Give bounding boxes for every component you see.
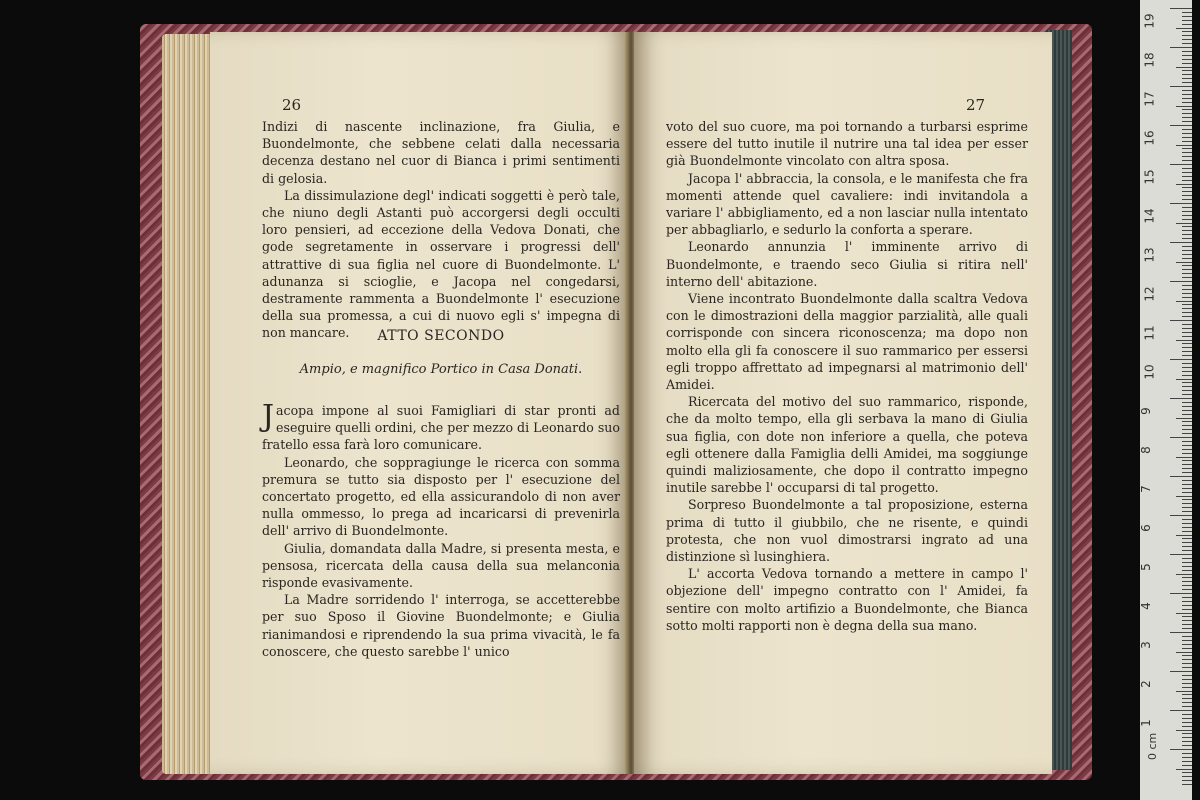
ruler-tick [1182,406,1192,407]
ruler-tick [1170,671,1192,672]
ruler-tick [1182,176,1192,177]
ruler-tick [1182,371,1192,372]
ruler-number: 13 [1142,247,1157,263]
ruler-tick [1170,554,1192,555]
ruler-tick [1182,375,1192,376]
ruler-tick [1182,258,1192,259]
scene-paragraph-2: Leonardo, che soppragiunge le ricerca con somma premura se tutto sia disposto per l' esecuzione del concertato progetto, ed ella assicurandolo di non aver nulla ommesso, lo prega ad incaricarsi di prevenirla dell' arrivo di Buondelmonte. [262,454,620,539]
ruler-number: 16 [1142,130,1157,146]
ruler-tick [1182,538,1192,539]
ruler-tick [1182,663,1192,664]
ruler-number: 11 [1142,325,1157,341]
ruler-tick [1170,398,1192,399]
act-heading: ATTO SECONDO [377,328,505,344]
ruler-tick [1182,597,1192,598]
ruler-tick [1182,706,1192,707]
ruler-tick [1182,585,1192,586]
ruler-tick [1182,433,1192,434]
ruler-tick [1182,714,1192,715]
ruler-tick [1182,581,1192,582]
ruler-tick [1182,156,1192,157]
ruler-tick [1182,304,1192,305]
ruler-tick [1182,168,1192,169]
ruler-tick [1182,601,1192,602]
ruler-tick [1182,550,1192,551]
ruler-number: 2 [1138,680,1153,688]
ruler-tick [1182,293,1192,294]
ruler-tick [1182,297,1192,298]
ruler-tick [1182,113,1192,114]
right-paragraph-2: Jacopa l' abbraccia, la consola, e le manifesta che fra momenti attende quel cavaliere: indi invitandola a variare l' abbigliamento, ed a non lasciar nulla intentato per abbagliarlo, e sedurlo la conforta a sperare. [666,170,1028,238]
ruler-tick [1182,460,1192,461]
ruler-tick [1182,51,1192,52]
ruler-tick [1182,616,1192,617]
ruler-tick [1176,67,1192,68]
ruler-tick [1176,379,1192,380]
ruler-tick [1182,453,1192,454]
ruler-tick [1182,511,1192,512]
ruler-tick [1182,780,1192,781]
ruler-tick [1182,102,1192,103]
ruler-tick [1182,390,1192,391]
ruler-tick [1182,542,1192,543]
ruler-tick [1182,246,1192,247]
right-page [634,32,1052,774]
ruler-tick [1182,199,1192,200]
ruler-tick [1176,262,1192,263]
ruler-tick [1182,117,1192,118]
scene-paragraph-1 [262,399,620,454]
ruler-tick [1182,141,1192,142]
ruler-tick [1182,655,1192,656]
ruler-tick [1182,667,1192,668]
ruler-tick [1182,230,1192,231]
ruler-tick [1182,694,1192,695]
right-paragraph-4: Viene incontrato Buondelmonte dalla scaltra Vedova con le dimostrazioni della maggior parzialità, alle quali corrisponde con sincera riconoscenza; ma dopo non molto ella gli fa conoscere il suo rammarico per essersi egli troppo affrettato ad impegnarsi al matrimonio dell' Amidei. [666,291,1028,393]
ruler-tick [1182,195,1192,196]
ruler-tick [1176,145,1192,146]
ruler-number: 6 [1138,524,1153,532]
ruler-number: 17 [1142,91,1157,107]
ruler-tick [1182,644,1192,645]
ruler-tick [1182,679,1192,680]
ruler-tick [1182,765,1192,766]
ruler-tick [1170,593,1192,594]
ruler-tick [1176,613,1192,614]
scene-heading: Ampio, e magnifico Portico in Casa Donati. [299,362,583,377]
ruler-tick [1176,769,1192,770]
ruler-tick [1182,211,1192,212]
ruler-tick [1176,106,1192,107]
right-paragraph-5: Ricercata del motivo del suo rammarico, risponde, che da molto tempo, ella gli serbava la mano di Giulia sua figlia, con dote non inferiore a quella, che poteva egli ottenere dalla Famiglia delli Amidei, ma soggiunge quindi maliziosamente, che dopo il contratto impegno inutile sarebbe l' occuparsi di tal progetto. [666,394,1028,496]
ruler-tick [1182,757,1192,758]
ruler-tick [1182,558,1192,559]
ruler-tick [1182,59,1192,60]
ruler-tick [1170,359,1192,360]
ruler-tick [1182,219,1192,220]
ruler-number: 19 [1142,13,1157,29]
ruler-tick [1170,320,1192,321]
ruler-tick [1182,250,1192,251]
ruler-tick [1182,402,1192,403]
ruler-tick [1182,523,1192,524]
ruler-tick [1176,184,1192,185]
ruler-tick [1170,515,1192,516]
ruler-tick [1182,152,1192,153]
ruler-tick [1182,74,1192,75]
ruler-number: 7 [1138,485,1153,493]
ruler-tick [1176,574,1192,575]
ruler-tick [1182,562,1192,563]
ruler-tick [1182,488,1192,489]
ruler-tick [1182,273,1192,274]
ruler-tick [1182,449,1192,450]
ruler-tick [1170,242,1192,243]
ruler-tick [1176,652,1192,653]
ruler-tick [1182,386,1192,387]
ruler-tick [1182,207,1192,208]
ruler-tick [1182,620,1192,621]
ruler-tick [1182,570,1192,571]
ruler-tick [1176,691,1192,692]
ruler-tick [1182,492,1192,493]
ruler-tick [1182,328,1192,329]
ruler-tick [1182,109,1192,110]
ruler-tick [1182,82,1192,83]
ruler-tick [1182,35,1192,36]
ruler-tick [1170,281,1192,282]
ruler-tick [1182,133,1192,134]
ruler-tick [1182,367,1192,368]
ruler-tick [1182,429,1192,430]
ruler-tick [1182,745,1192,746]
ruler-tick [1182,78,1192,79]
ruler-tick [1182,347,1192,348]
ruler-tick [1182,355,1192,356]
ruler-tick [1176,457,1192,458]
ruler-tick [1182,687,1192,688]
ruler-tick [1182,648,1192,649]
right-page-text [666,118,1028,634]
ruler-tick [1182,628,1192,629]
left-paragraph-2: La dissimulazione degl' indicati soggetti è però tale, che niuno degli Astanti può accorgersi degli occulti loro pensieri, ad eccezione della Vedova Donati, che gode segretamente in osservare i progressi dell' attrattive di sua figlia nel cuore di Buondelmonte. L' adunanza si scioglie, e Jacopa nel congedarsi, destramente rammenta a Buondelmonte l' esecuzione della sua promessa, a cui di nuovo egli s' impegna di non mancare. [262,187,620,341]
ruler-tick [1182,472,1192,473]
ruler-tick [1182,70,1192,71]
ruler-tick [1182,269,1192,270]
ruler-tick [1182,675,1192,676]
ruler-tick [1182,324,1192,325]
ruler-tick [1170,632,1192,633]
left-scene-text [262,399,620,660]
ruler-tick [1182,566,1192,567]
ruler-number: 18 [1142,52,1157,68]
ruler-tick [1170,164,1192,165]
ruler-tick [1170,749,1192,750]
ruler-tick [1182,265,1192,266]
ruler-tick [1182,589,1192,590]
left-paragraph-1: Indizi di nascente inclinazione, fra Giulia, e Buondelmonte, che sebbene celati dalla necessaria decenza destano nel cuor di Bianca i primi sentimenti di gelosia. [262,119,620,186]
scene-paragraph-4: La Madre sorridendo l' interroga, se accetterebbe per suo Sposo il Giovine Buondelmonte; e Giulia rianimandosi e riprendendo la sua prima vivacità, le fa conoscere, che questo sarebbe l' unico [262,592,620,659]
ruler-tick [1182,484,1192,485]
ruler-tick [1182,336,1192,337]
ruler-tick [1176,223,1192,224]
ruler-tick [1176,418,1192,419]
ruler-tick [1182,659,1192,660]
ruler-tick [1182,609,1192,610]
ruler-tick [1182,351,1192,352]
ruler-tick [1182,636,1192,637]
ruler-tick [1182,480,1192,481]
right-paragraph-3: Leonardo annunzia l' imminente arrivo di Buondelmonte, e traendo seco Giulia si ritira nell' interno dell' abitazione. [666,239,1028,289]
ruler-tick [1182,531,1192,532]
ruler-tick [1182,20,1192,21]
ruler-tick [1182,90,1192,91]
ruler-tick [1182,410,1192,411]
ruler-tick [1182,722,1192,723]
ruler-number: 5 [1138,563,1153,571]
page-number-right: 27 [966,96,986,114]
ruler-number: 1 [1138,719,1153,727]
ruler-tick [1182,776,1192,777]
ruler-tick [1182,238,1192,239]
ruler-tick [1182,577,1192,578]
ruler-tick [1182,546,1192,547]
ruler-tick [1182,55,1192,56]
ruler-number: 10 [1142,364,1157,380]
ruler-tick [1182,414,1192,415]
ruler-number: 14 [1142,208,1157,224]
ruler-tick [1182,148,1192,149]
ruler-tick [1182,277,1192,278]
ruler-tick [1182,24,1192,25]
ruler-tick [1170,47,1192,48]
ruler-tick [1170,86,1192,87]
ruler-tick [1176,730,1192,731]
ruler-tick [1182,226,1192,227]
ruler-tick [1176,28,1192,29]
ruler-tick [1182,308,1192,309]
ruler-unit-label: 0 cm [1146,732,1159,760]
right-paragraph-7: L' accorta Vedova tornando a mettere in campo l' objezione dell' impegno contratto con l' Amidei, fa sentire con molto artifizio a Buondelmonte, che Bianca sotto molti rapporti non è degna della sua mano. [666,566,1028,633]
ruler-tick [1170,203,1192,204]
ruler-tick [1182,316,1192,317]
scene-paragraph-3: Giulia, domandata dalla Madre, si presenta mesta, e pensosa, ricercata della causa della sua melanconia risponde evasivamente. [262,540,620,591]
ruler-tick [1176,301,1192,302]
ruler-tick [1182,39,1192,40]
ruler-tick [1176,496,1192,497]
ruler-tick [1182,527,1192,528]
ruler-tick [1182,605,1192,606]
ruler-tick [1182,784,1192,785]
ruler-tick [1170,8,1192,9]
ruler-tick [1182,94,1192,95]
ruler-tick [1182,254,1192,255]
ruler-tick [1182,753,1192,754]
ruler-tick [1182,160,1192,161]
ruler-tick [1182,741,1192,742]
ruler-tick [1182,382,1192,383]
ruler-tick [1182,187,1192,188]
ruler-tick [1182,445,1192,446]
ruler-number: 9 [1138,407,1153,415]
ruler-tick [1182,519,1192,520]
measurement-ruler [1140,0,1192,800]
ruler-tick [1182,761,1192,762]
left-page [210,32,628,774]
ruler-tick [1182,312,1192,313]
ruler-tick [1182,421,1192,422]
ruler-tick [1182,343,1192,344]
ruler-number: 3 [1138,641,1153,649]
ruler-tick [1182,499,1192,500]
ruler-tick [1182,441,1192,442]
ruler-tick [1182,172,1192,173]
right-paragraph-1: voto del suo cuore, ma poi tornando a turbarsi esprime essere del tutto inutile il nutrire una tal idea per esser già Buondelmonte vincolato con altra sposa. [666,119,1028,169]
ruler-tick [1176,535,1192,536]
ruler-tick [1182,180,1192,181]
ruler-tick [1182,332,1192,333]
ruler-tick [1182,702,1192,703]
ruler-number: 12 [1142,286,1157,302]
ruler-number: 8 [1138,446,1153,454]
ruler-tick [1182,425,1192,426]
ruler-tick [1182,468,1192,469]
ruler-number: 15 [1142,169,1157,185]
ruler-tick [1182,624,1192,625]
ruler-tick [1182,63,1192,64]
ruler-number: 4 [1138,602,1153,610]
ruler-tick [1182,98,1192,99]
ruler-tick [1182,289,1192,290]
ruler-tick [1182,285,1192,286]
ruler-tick [1182,640,1192,641]
ruler-tick [1182,394,1192,395]
right-paragraph-6: Sorpreso Buondelmonte a tal proposizione, esterna prima di tutto il giubbilo, che ne risente, e quindi protesta, che non vuol dimostrarsi ingrato ad una distinzione sì lusinghiera. [666,497,1028,565]
ruler-tick [1182,191,1192,192]
ruler-tick [1182,12,1192,13]
ruler-tick [1170,125,1192,126]
ruler-tick [1182,137,1192,138]
ruler-tick [1182,503,1192,504]
ruler-tick [1182,363,1192,364]
ruler-tick [1182,698,1192,699]
ruler-tick [1182,507,1192,508]
ruler-tick [1182,31,1192,32]
ruler-tick [1182,683,1192,684]
ruler-tick [1182,772,1192,773]
left-page-text [262,118,620,342]
ruler-tick [1182,43,1192,44]
dropcap: J [262,399,275,434]
scene-paragraph-1-text: acopa impone al suoi Famigliari di star pronti ad eseguire quelli ordini, che per mezzo di Leonardo suo fratello essa farà loro comunicare. [262,403,620,453]
ruler-tick [1182,718,1192,719]
ruler-tick [1182,737,1192,738]
ruler-tick [1176,340,1192,341]
ruler-tick [1182,726,1192,727]
ruler-tick [1170,710,1192,711]
ruler-tick [1182,733,1192,734]
ruler-tick [1182,464,1192,465]
page-number-left: 26 [282,96,302,114]
ruler-tick [1182,121,1192,122]
ruler-tick [1182,16,1192,17]
ruler-tick [1170,476,1192,477]
ruler-tick [1170,437,1192,438]
ruler-tick [1182,215,1192,216]
ruler-tick [1182,234,1192,235]
ruler-tick [1182,129,1192,130]
